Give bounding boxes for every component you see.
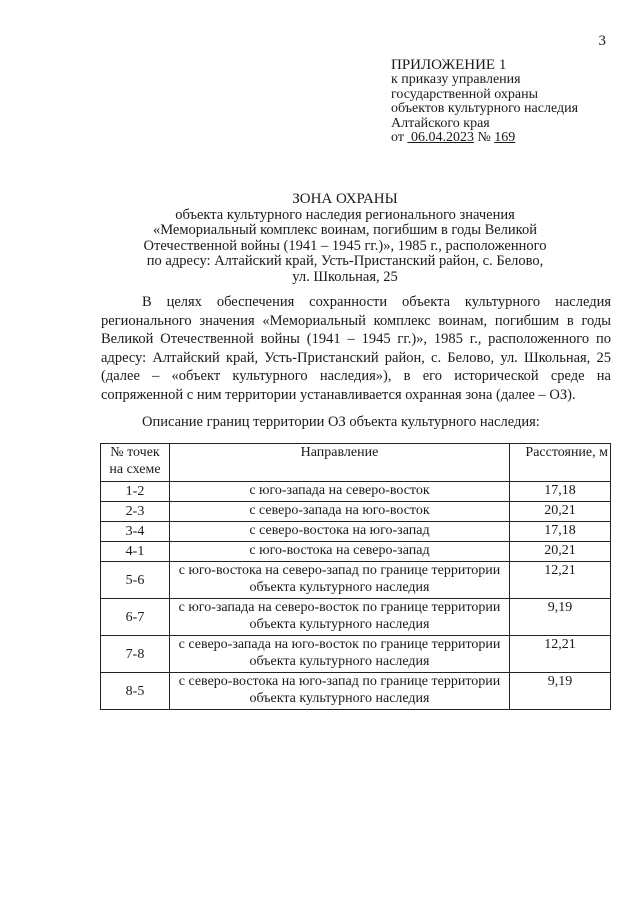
table-row [101, 482, 611, 502]
heading-line: Отечественной войны (1941 – 1945 гг.)», 1985 г., расположенного [143, 237, 547, 254]
cell-direction: с юго-запада на северо-восток [170, 482, 510, 502]
date-prefix: от [391, 130, 404, 145]
table-row [101, 562, 611, 599]
appendix-line: объектов культурного наследия [391, 101, 579, 116]
cell-direction: с юго-востока на северо-запад по границе территории объекта культурного наследия [170, 562, 510, 599]
appendix-line: Алтайского края [391, 115, 490, 131]
header-distance: Расстояние, м [510, 444, 611, 482]
order-date: 06.04.2023 [410, 130, 474, 145]
cell-distance: 20,21 [510, 542, 611, 562]
table-row [101, 599, 611, 636]
cell-distance: 9,19 [510, 673, 611, 710]
cell-distance: 17,18 [510, 482, 611, 502]
heading-line: объекта культурного наследия регионального значения [175, 206, 515, 223]
table-row [101, 542, 611, 562]
cell-direction: с северо-востока на юго-запад по границе территории объекта культурного наследия [170, 673, 510, 710]
appendix-line: государственной охраны [391, 86, 539, 102]
header-points: № точек на схеме [101, 444, 170, 482]
cell-distance: 17,18 [510, 522, 611, 542]
cell-points: 8-5 [101, 673, 170, 710]
appendix-block [391, 57, 578, 146]
cell-distance: 20,21 [510, 502, 611, 522]
heading-line: ул. Школьная, 25 [292, 268, 398, 285]
heading-title: ЗОНА ОХРАНЫ [292, 191, 398, 207]
table-row [101, 502, 611, 522]
table-caption: Описание границ территории ОЗ объекта культурного наследия: [142, 414, 540, 430]
table-header-row [101, 444, 611, 482]
cell-distance: 9,19 [510, 599, 611, 636]
cell-distance: 12,21 [510, 562, 611, 599]
page-number: 3 [598, 33, 606, 49]
cell-points: 2-3 [101, 502, 170, 522]
appendix-line: к приказу управления [391, 72, 521, 87]
table-row [101, 636, 611, 673]
number-sign: № [477, 130, 491, 145]
cell-direction: с юго-востока на северо-запад [170, 542, 510, 562]
header-direction: Направление [170, 444, 510, 482]
zone-heading [130, 192, 560, 286]
cell-direction: с северо-запада на юго-восток по границе территории объекта культурного наследия [170, 636, 510, 673]
cell-points: 4-1 [101, 542, 170, 562]
table-row [101, 522, 611, 542]
body-paragraph-block [101, 293, 611, 404]
cell-points: 1-2 [101, 482, 170, 502]
cell-distance: 12,21 [510, 636, 611, 673]
appendix-title: ПРИЛОЖЕНИЕ 1 [391, 57, 507, 73]
cell-points: 5-6 [101, 562, 170, 599]
order-number: 169 [494, 130, 516, 145]
appendix-date-line [391, 131, 578, 146]
boundary-table [100, 443, 611, 710]
cell-points: 3-4 [101, 522, 170, 542]
body-paragraph: В целях обеспечения сохранности объекта культурного наследия регионального значения «Мемориальный комплекс воинам, погибшим в годы Великой Отечественной войны (1941 – 1945 гг.)», 1985 г., расположенного по адресу: Алтайский край, Усть-Пристанский район, с. Белово, ул. Школьная, 25 (далее – «объект культурного наследия»), в его исторической среде на сопряженной с ним территории устанавливается охранная зона (далее – ОЗ). [101, 294, 611, 403]
table-row [101, 673, 611, 710]
cell-direction: с юго-запада на северо-восток по границе территории объекта культурного наследия [170, 599, 510, 636]
cell-points: 7-8 [101, 636, 170, 673]
heading-line: по адресу: Алтайский край, Усть-Пристанский район, с. Белово, [146, 253, 544, 270]
cell-points: 6-7 [101, 599, 170, 636]
heading-line: «Мемориальный комплекс воинам, погибшим в годы Великой [152, 222, 537, 239]
cell-direction: с северо-запада на юго-восток [170, 502, 510, 522]
cell-direction: с северо-востока на юго-запад [170, 522, 510, 542]
